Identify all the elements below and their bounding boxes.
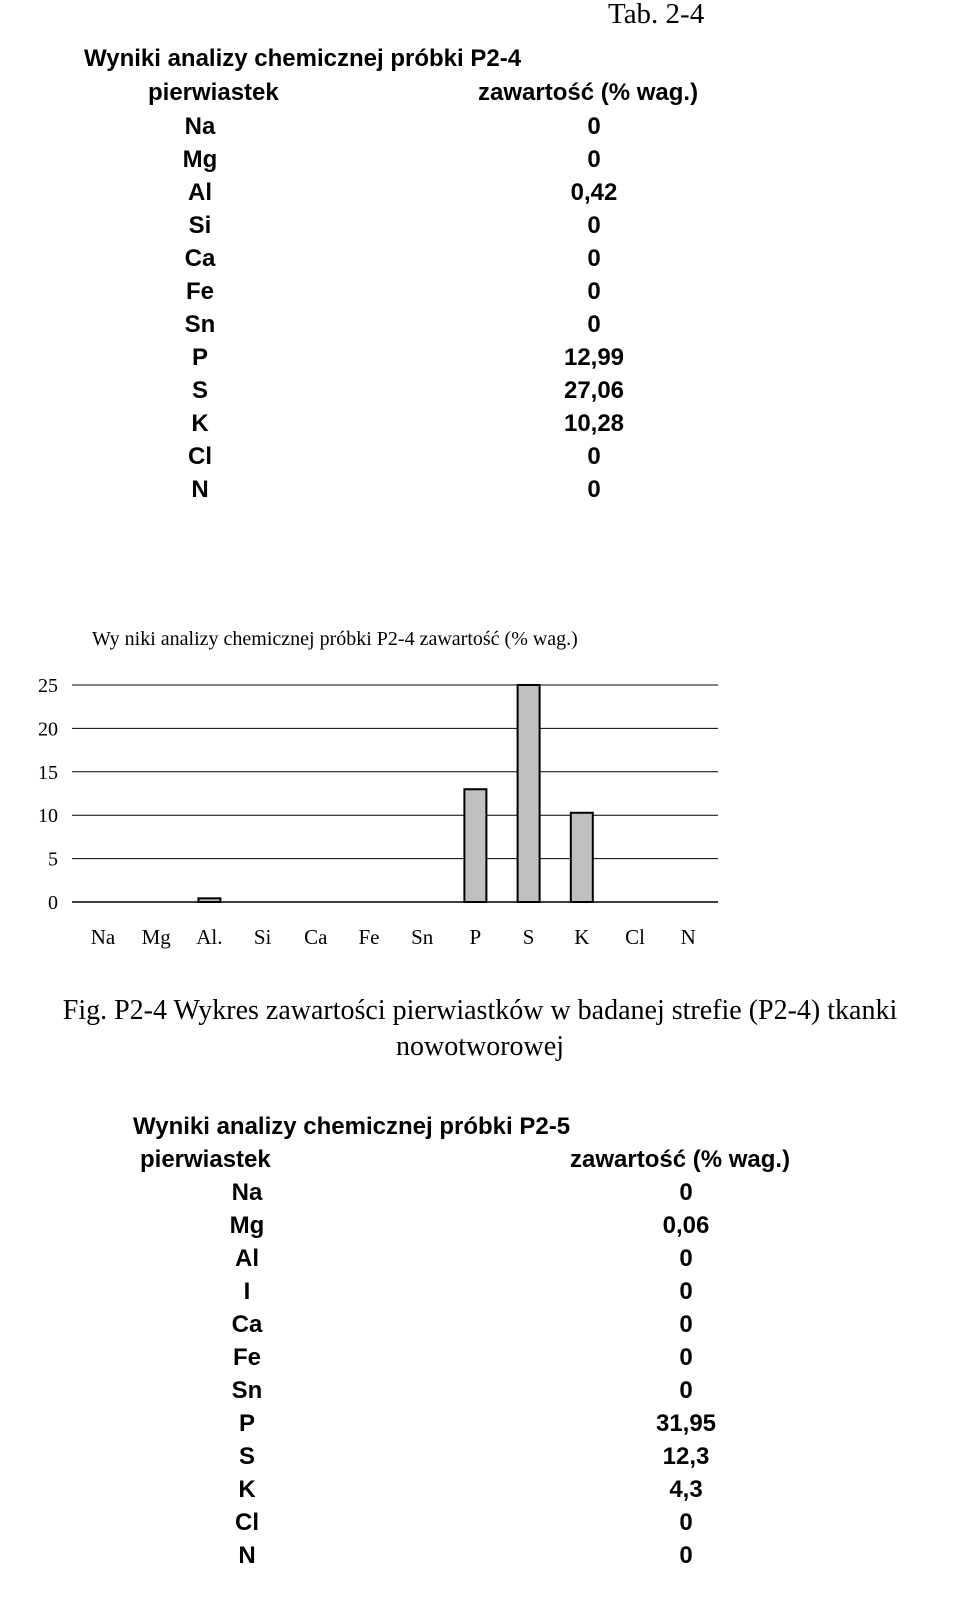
x-tick-label: Si xyxy=(253,925,272,949)
table-row xyxy=(0,143,960,177)
bar xyxy=(571,813,593,902)
chart-title: Wy niki analizy chemicznej próbki P2-4 zawartość (% wag.) xyxy=(92,630,578,650)
element-value: 31,95 xyxy=(655,1410,717,1437)
x-tick-label: Cl xyxy=(625,925,645,949)
element-symbol: Mg xyxy=(229,1212,265,1239)
element-symbol: S xyxy=(238,1443,256,1470)
element-value: 0 xyxy=(587,113,601,140)
table-row xyxy=(0,1374,960,1408)
element-value: 0 xyxy=(587,476,601,503)
table-row xyxy=(0,308,960,342)
x-tick-label: S xyxy=(522,925,535,949)
element-symbol: Na xyxy=(184,113,216,140)
element-value: 0 xyxy=(587,212,601,239)
element-value: 0 xyxy=(587,311,601,338)
table-row xyxy=(0,341,960,375)
table1-header-value: zawartość (% wag.) xyxy=(478,79,699,106)
element-symbol: Sn xyxy=(231,1377,263,1404)
element-value: 0 xyxy=(679,1377,693,1404)
element-value: 0,42 xyxy=(570,179,618,206)
bar xyxy=(198,898,220,902)
element-value: 0 xyxy=(679,1179,693,1206)
element-value: 0 xyxy=(679,1344,693,1371)
table-row xyxy=(0,1539,960,1573)
x-tick-label: Sn xyxy=(411,925,434,949)
element-symbol: Fe xyxy=(232,1344,262,1371)
figure-caption: Fig. P2-4 Wykres zawartości pierwiastków w badanej strefie (P2-4) tkanki nowotworowej xyxy=(62,995,898,1062)
y-tick-label: 10 xyxy=(38,805,58,828)
table-row xyxy=(0,473,960,507)
table-row xyxy=(0,440,960,474)
element-symbol: P xyxy=(238,1410,256,1437)
table-row xyxy=(0,209,960,243)
element-value: 0 xyxy=(679,1542,693,1569)
table-row xyxy=(0,275,960,309)
element-value: 0 xyxy=(679,1278,693,1305)
bar-chart xyxy=(0,630,960,980)
element-value: 27,06 xyxy=(563,377,625,404)
table-row xyxy=(0,1506,960,1540)
bar xyxy=(464,789,486,902)
table-row xyxy=(0,407,960,441)
element-value: 4,3 xyxy=(669,1476,703,1503)
y-tick-label: 20 xyxy=(38,718,58,741)
table-row xyxy=(0,1473,960,1507)
table-row xyxy=(0,176,960,210)
element-symbol: P xyxy=(191,344,209,371)
x-tick-label: K xyxy=(574,925,590,949)
element-value: 12,99 xyxy=(563,344,625,371)
y-tick-label: 5 xyxy=(48,848,58,871)
element-symbol: Mg xyxy=(182,146,218,173)
table-row xyxy=(0,1242,960,1276)
element-symbol: Ca xyxy=(231,1311,263,1338)
table1-title: Wyniki analizy chemicznej próbki P2-4 xyxy=(84,45,522,72)
element-value: 0 xyxy=(587,443,601,470)
element-symbol: Cl xyxy=(235,1509,259,1536)
table-row xyxy=(0,110,960,144)
element-symbol: Na xyxy=(231,1179,263,1206)
element-symbol: N xyxy=(238,1542,256,1569)
table-row xyxy=(0,242,960,276)
table2-title: Wyniki analizy chemicznej próbki P2-5 xyxy=(133,1113,571,1140)
table-number-label: Tab. 2-4 xyxy=(608,0,705,30)
y-tick-label: 25 xyxy=(38,675,58,697)
element-symbol: Al xyxy=(235,1245,259,1272)
element-symbol: S xyxy=(191,377,209,404)
element-value: 0 xyxy=(587,245,601,272)
x-tick-label: Al. xyxy=(196,925,223,949)
bar-chart-svg xyxy=(0,630,960,980)
x-tick-label: P xyxy=(469,925,482,949)
element-symbol: Sn xyxy=(184,311,216,338)
x-tick-label: Fe xyxy=(358,925,380,949)
element-symbol: Fe xyxy=(185,278,215,305)
table-row xyxy=(0,1308,960,1342)
element-value: 0,06 xyxy=(662,1212,710,1239)
element-symbol: Si xyxy=(188,212,212,239)
y-tick-label: 0 xyxy=(48,892,58,914)
element-symbol: Al xyxy=(188,179,212,206)
element-symbol: K xyxy=(238,1476,256,1503)
table-row xyxy=(0,374,960,408)
table-row xyxy=(0,1275,960,1309)
element-value: 12,3 xyxy=(662,1443,710,1470)
table2-header-value: zawartość (% wag.) xyxy=(570,1146,791,1173)
element-value: 0 xyxy=(679,1245,693,1272)
table2-header-element: pierwiastek xyxy=(140,1146,271,1173)
bar xyxy=(518,685,540,902)
table-row xyxy=(0,1341,960,1375)
element-value: 10,28 xyxy=(563,410,625,437)
element-value: 0 xyxy=(587,278,601,305)
element-value: 0 xyxy=(679,1311,693,1338)
table-row xyxy=(0,1440,960,1474)
element-symbol: K xyxy=(191,410,209,437)
y-tick-label: 15 xyxy=(38,761,58,784)
table-row xyxy=(0,1176,960,1210)
element-symbol: N xyxy=(191,476,209,503)
element-symbol: Cl xyxy=(188,443,212,470)
table-row xyxy=(0,1407,960,1441)
element-symbol: Ca xyxy=(184,245,216,272)
x-tick-label: Ca xyxy=(304,925,328,949)
x-tick-label: Na xyxy=(90,925,116,949)
table1-header-element: pierwiastek xyxy=(148,79,279,106)
element-value: 0 xyxy=(679,1509,693,1536)
x-tick-label: Mg xyxy=(141,925,171,949)
x-tick-label: N xyxy=(680,925,696,949)
element-value: 0 xyxy=(587,146,601,173)
element-symbol: I xyxy=(243,1278,251,1305)
table-row xyxy=(0,1209,960,1243)
